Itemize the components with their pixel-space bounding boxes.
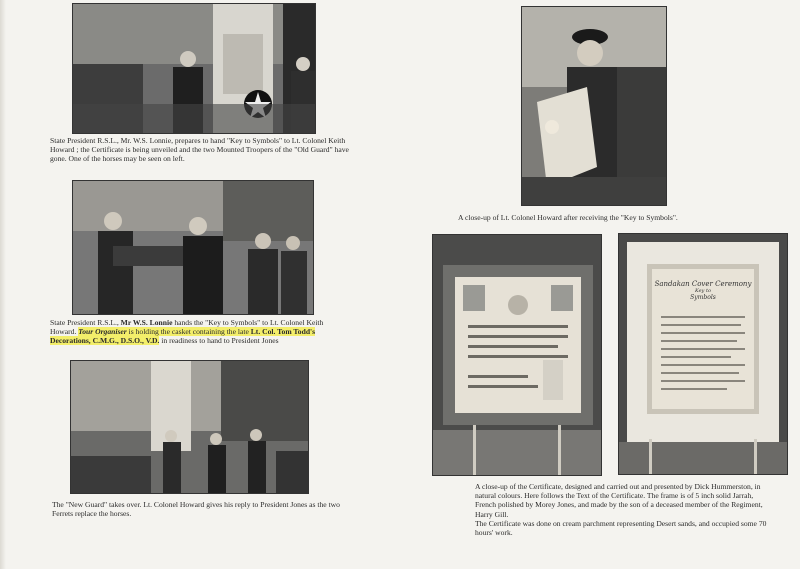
caption-photo-3	[52, 500, 344, 518]
caption-photo-2-organiser: Tour Organiser	[78, 327, 127, 337]
photo-new-guard	[70, 360, 309, 494]
certificate-heading-line-3: Symbols	[690, 294, 716, 301]
caption-photo-2-text	[50, 318, 350, 346]
caption-photo-1-text: State President R.S.L., Mr. W.S. Lonnie, prepares to hand "Key to Symbols" to Lt. Colonel Keith Howard ; the Certificate is being unveiled and the two Mounted Troopers of the "Old Guard" have gone. One of the horses may be seen on left.	[50, 136, 349, 164]
certificate-heading-line-1: Sandakan Cover Ceremony	[654, 280, 752, 288]
caption-photo-3-text: The "New Guard" takes over. Lt. Colonel Howard gives his reply to President Jones as the two Ferrets replace the horses.	[52, 500, 340, 519]
caption-photo-2-decorations: Lt. Col. Tom Todd's Decorations, C.M.G., D.S.O., V.D.	[50, 327, 316, 346]
caption-photo-2	[50, 318, 350, 346]
photo-howard-closeup	[521, 6, 667, 206]
caption-photo-4-text: A close-up of Lt. Colonel Howard after receiving the "Key to Symbols".	[458, 213, 678, 222]
caption-photo-2-name: Mr W.S. Lonnie	[120, 318, 173, 327]
photo-certificate-colour	[432, 234, 602, 476]
scan-edge	[0, 0, 6, 569]
caption-photo-1	[50, 136, 350, 164]
caption-certificate-text-2: The Certificate was done on cream parchment representing Desert sands, and occupied some 70 hours' work.	[475, 518, 767, 538]
photo-key-handover	[72, 180, 314, 315]
caption-photo-2-part-c: hands the "Key to Symbols" to Lt. Colonel Keith Howard.	[50, 318, 324, 337]
certificate-heading	[653, 280, 753, 301]
photo-certificate-text	[618, 233, 788, 475]
caption-photo-4	[458, 213, 778, 222]
caption-certificate	[475, 482, 775, 537]
certificate-heading-line-2: Key to	[695, 288, 711, 294]
photo-memorial-presentation	[72, 3, 316, 134]
caption-certificate-text-1: A close-up of the Certificate, designed and carried out and presented by Dick Hummerston, in natural colours. Here follows the Text of the Certificate. The frame is of 5 inch solid Jarrah, French polished by Morey Jones, and made by the son of a deceased member of the Regiment, Harry Gill.	[475, 482, 763, 519]
caption-photo-2-part-g: in readiness to hand to President Jones	[159, 336, 279, 346]
caption-photo-2-part-a: State President R.S.L.,	[50, 318, 121, 327]
caption-photo-2-part-e: is holding the casket containing the late	[126, 327, 251, 337]
